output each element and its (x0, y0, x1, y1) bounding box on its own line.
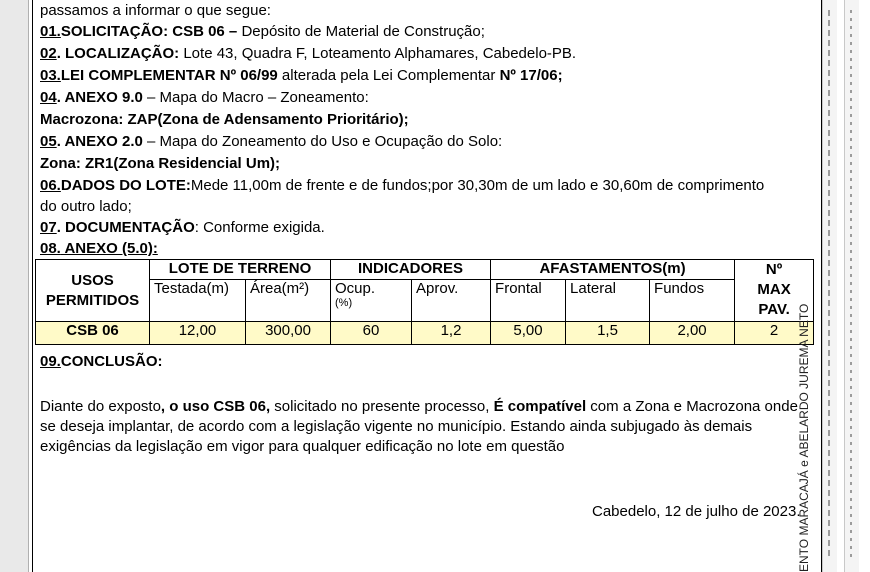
signature-marks (822, 0, 870, 572)
cell-fundos: 2,00 (650, 322, 735, 345)
subheader-fundos: Fundos (650, 280, 735, 322)
item-01-solicitacao: 01.SOLICITAÇÃO: CSB 06 – Depósito de Material de Construção; (40, 23, 485, 40)
item-06-dados-lote: 06.DADOS DO LOTE:Mede 11,00m de frente e de fundos;por 30,30m de um lado e 30,60m de comprimento (40, 177, 765, 194)
cell-uso: CSB 06 (36, 322, 150, 345)
subheader-aprov: Aprov. (412, 280, 491, 322)
header-max-pav: Nº MAX PAV. (735, 260, 814, 322)
parameters-table (35, 259, 814, 345)
conclusion-paragraph: Diante do exposto, o uso CSB 06, solicitado no presente processo, É compatível com a Zona e Macrozona onde se deseja implantar, de acordo com a legislação vigente no município. Estando ainda subjugado às demais exigências da legislação em vigor para qualquer edificação no lote em questão (40, 398, 798, 455)
header-afastamentos: AFASTAMENTOS(m) (491, 260, 735, 280)
item-02-localizacao: 02. LOCALIZAÇÃO: Lote 43, Quadra F, Loteamento Alphamares, Cabedelo-PB. (40, 45, 577, 62)
item-09-conclusao: 09.CONCLUSÃO: (40, 353, 163, 370)
subheader-lateral: Lateral (566, 280, 650, 322)
cell-area: 300,00 (246, 322, 331, 345)
intro-line: passamos a informar o que segue: (40, 2, 271, 19)
item-03-lei: 03.LEI COMPLEMENTAR Nº 06/99 alterada pela Lei Complementar Nº 17/06; (40, 67, 563, 84)
cell-ocup: 60 (331, 322, 412, 345)
subheader-ocup: Ocup. (%) (331, 280, 412, 322)
date-line: Cabedelo, 12 de julho de 2023. (592, 503, 801, 520)
item-08-anexo-5: 08. ANEXO (5.0): (40, 240, 158, 257)
viewer-left-margin (0, 0, 28, 572)
header-lote-terreno: LOTE DE TERRENO (150, 260, 331, 280)
item-05-anexo-2: 05. ANEXO 2.0 – Mapa do Zoneamento do Uso e Ocupação do Solo: (40, 133, 503, 150)
item-04-anexo-9: 04. ANEXO 9.0 – Mapa do Macro – Zoneamento: (40, 89, 369, 106)
cell-lateral: 1,5 (566, 322, 650, 345)
header-indicadores: INDICADORES (331, 260, 491, 280)
zona-line: Zona: ZR1(Zona Residencial Um); (40, 155, 281, 172)
item-06-continuation: do outro lado; (40, 198, 132, 215)
header-usos-permitidos: USOS PERMITIDOS (36, 260, 150, 322)
cell-pav: 2 (735, 322, 814, 345)
digital-signature-stamp: ENTO MARACAJÁ e ABELARDO JUREMA NETO (797, 303, 811, 572)
subheader-testada: Testada(m) (150, 280, 246, 322)
macrozona-line: Macrozona: ZAP(Zona de Adensamento Prioritário); (40, 111, 409, 128)
subheader-frontal: Frontal (491, 280, 566, 322)
item-07-documentacao: 07. DOCUMENTAÇÃO: Conforme exigida. (40, 219, 325, 236)
cell-aprov: 1,2 (412, 322, 491, 345)
subheader-area: Área(m²) (246, 280, 331, 322)
cell-frontal: 5,00 (491, 322, 566, 345)
right-margin-strip (822, 0, 870, 572)
cell-testada: 12,00 (150, 322, 246, 345)
